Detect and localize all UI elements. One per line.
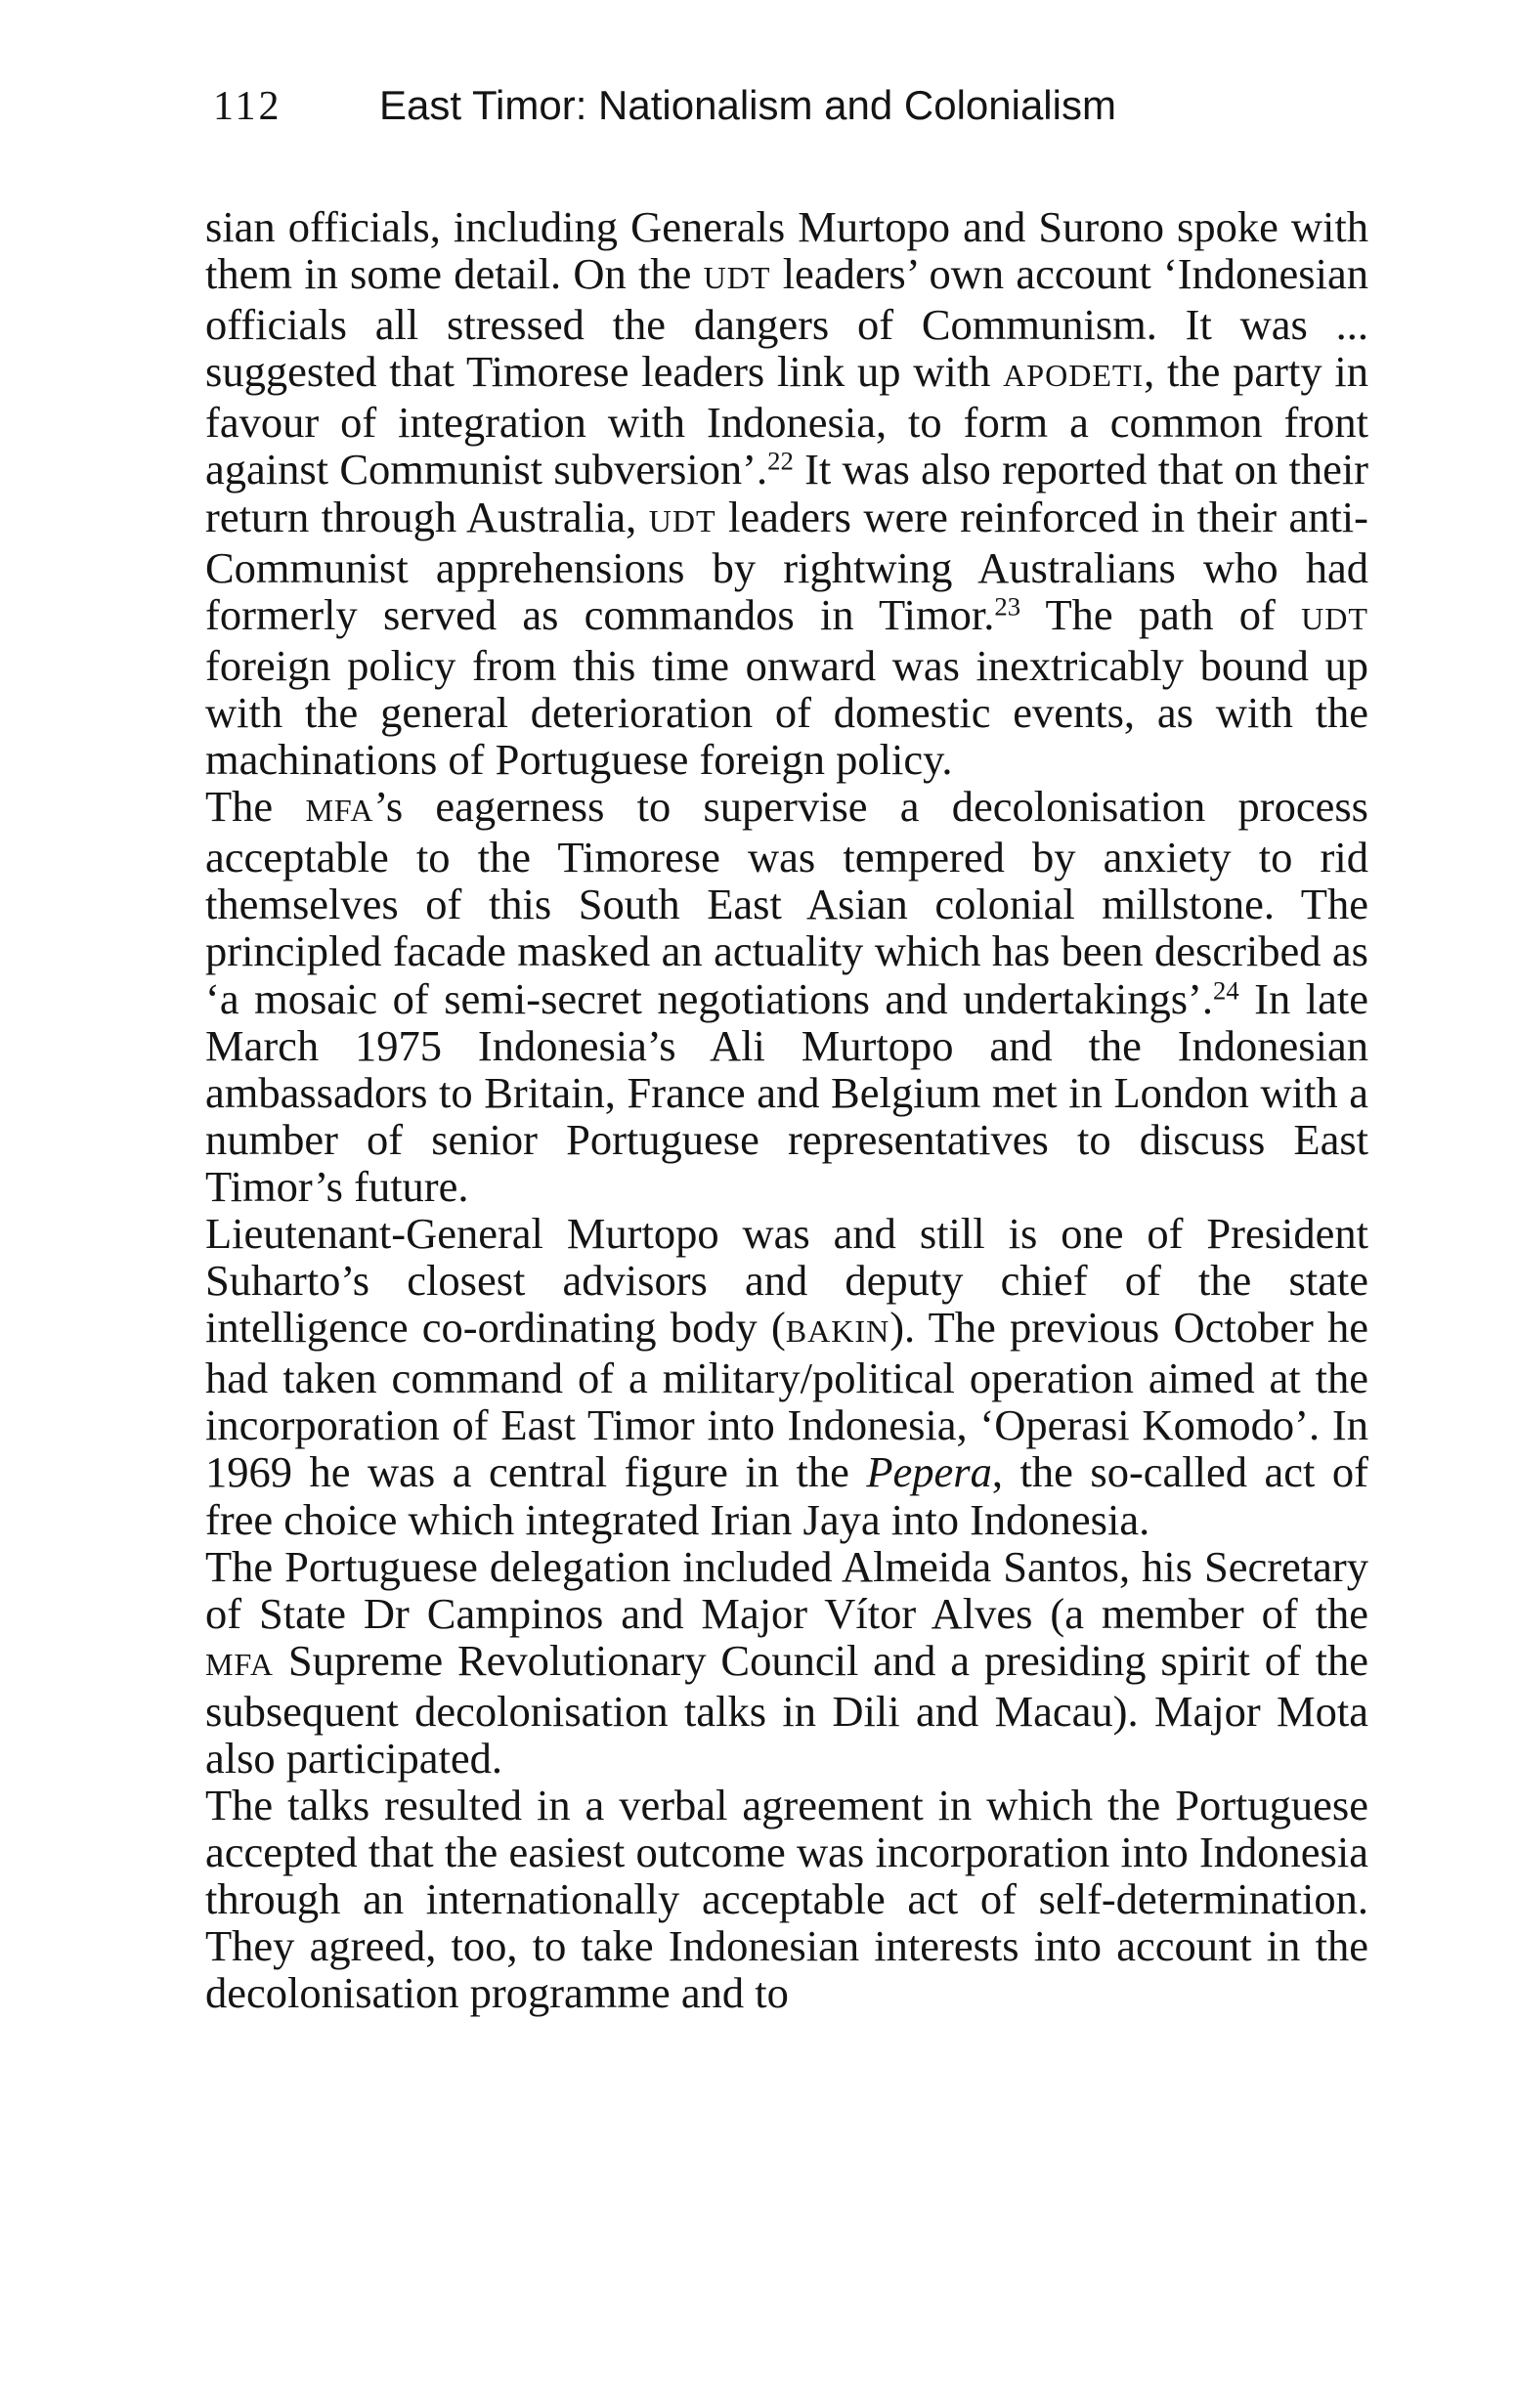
small-caps-abbreviation: UDT [648, 502, 716, 538]
text-run: Lieutenant-General Murtopo was and still is one of President Suharto’s closest advisors and deputy chief of the state intelligence co-ordinating body ( [205, 1208, 1368, 1353]
footnote-marker: 23 [994, 591, 1021, 622]
running-title: East Timor: Nationalism and Colonialism [379, 82, 1116, 128]
paragraph [205, 203, 1368, 783]
small-caps-abbreviation: MFA [205, 1646, 275, 1682]
text-run: It was also reported that on their return through Australia, [205, 445, 1369, 541]
text-run: In late March 1975 Indonesia’s Ali Murtopo and the Indonesian ambassadors to Britain, France and Belgium met in London with a number of senior Portuguese representatives to discuss East Timor’s future. [205, 973, 1368, 1211]
small-caps-abbreviation: APODETI [1003, 358, 1145, 394]
footnote-marker: 22 [767, 446, 794, 476]
paragraph [205, 1543, 1368, 1782]
paragraph [205, 1210, 1368, 1543]
small-caps-abbreviation: BAKIN [785, 1313, 890, 1350]
text-run: The path of [1020, 589, 1302, 639]
body-text [205, 203, 1368, 2017]
text-run: , the so-called act of free choice which integrated Irian Jaya into Indonesia. [205, 1447, 1368, 1544]
small-caps-abbreviation: MFA [305, 793, 374, 829]
running-head [213, 76, 1386, 135]
text-run: sian officials, including Generals Murtopo and Surono spoke with them in some detail. On the [205, 202, 1368, 299]
text-run: The Portuguese delegation included Almeida Santos, his Secretary of State Dr Campinos and Major Vítor Alves (a member of the [205, 1541, 1368, 1638]
text-run: Supreme Revolutionary Council and a presiding spirit of the subsequent decolonisation talks in Dili and Macau). Major Mota also participated. [205, 1635, 1368, 1783]
text-run: leaders’ own account ‘Indonesian officials all stressed the dangers of Communism. It was ... suggested that Timorese leaders link up with [205, 249, 1368, 397]
text-run: ). The previous October he had taken command of a military/political operation aimed at the incorporation of East Timor into Indonesia, ‘Operasi Komodo’. In 1969 he was a central figure in the [205, 1303, 1368, 1497]
paragraph [205, 1782, 1368, 2016]
italic-term: Pepera [866, 1447, 992, 1497]
text-run: foreign policy from this time onward was inextricably bound up with the general deterioration of domestic events, as with the machinations of Portuguese foreign policy. [205, 640, 1368, 785]
text-run: leaders were reinforced in their anti-Communist apprehensions by rightwing Australians who had formerly served as commandos in Timor. [205, 492, 1368, 639]
small-caps-abbreviation: UDT [703, 260, 771, 296]
text-run: The [205, 782, 306, 832]
text-run: , the party in favour of integration with Indonesia, to form a common front against Communist subversion’. [205, 347, 1368, 494]
page-number: 112 [213, 84, 282, 129]
paragraph [205, 783, 1368, 1210]
small-caps-abbreviation: UDT [1301, 600, 1368, 636]
footnote-marker: 24 [1212, 974, 1239, 1005]
text-run: The talks resulted in a verbal agreement in which the Portuguese accepted that the easiest outcome was incorporation into Indonesia through an internationally acceptable act of self-determination. They agreed, too, to take Indonesian interests into account in the decolonisation programme and to [205, 1781, 1368, 2018]
text-run: ’s eagerness to supervise a decolonisation process acceptable to the Timorese was tempered by anxiety to rid themselves of this South East Asian colonial millstone. The principled facade masked an actuality which has been described as ‘a mosaic of semi-secret negotiations and undertakings’. [205, 782, 1369, 1023]
